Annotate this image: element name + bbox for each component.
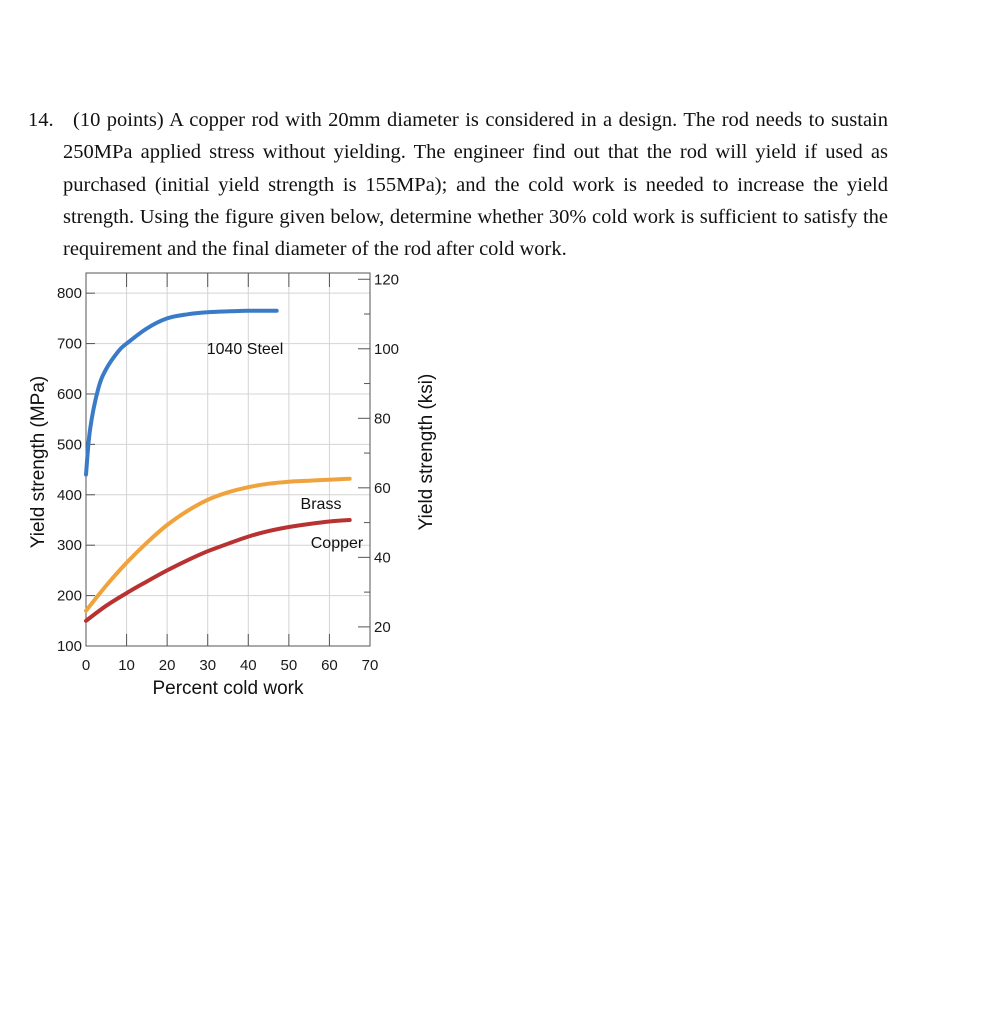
series-label-copper: Copper	[310, 535, 364, 552]
y-tick-label: 800	[56, 285, 82, 303]
y-axis-label: Yield strength (MPa)	[28, 375, 49, 549]
y2-tick-label: 120	[374, 271, 400, 289]
y-tick-label: 700	[56, 335, 82, 353]
y2-tick-label: 40	[374, 549, 391, 567]
question-number: 14.	[28, 109, 54, 131]
x-tick-label: 20	[158, 657, 176, 674]
series-label-steel: 1040 Steel	[206, 341, 284, 358]
y-tick-label: 100	[56, 638, 82, 655]
y2-tick-label: 80	[374, 410, 391, 428]
tick-labels	[57, 271, 399, 674]
x-tick-label: 70	[361, 657, 379, 674]
y2-tick-label: 60	[374, 479, 391, 497]
y-tick-label: 500	[56, 436, 82, 454]
question-text: A copper rod with 20mm diameter is considered in a design. The rod needs to sustain 250MPa applied stress without yielding. The engineer find out that the rod will yield if used as purchased (initial yield strength is 155MPa); and the cold work is needed to increase the yield strength. Using the figure given below, determine whether 30% cold work is sufficient to satisfy the requirement and the final diameter of the rod after cold work.	[63, 109, 888, 261]
x-tick-label: 50	[280, 657, 298, 674]
x-tick-label: 60	[321, 657, 338, 674]
question-points: (10 points)	[73, 109, 164, 131]
x-tick-label: 40	[239, 657, 257, 674]
y-tick-label: 600	[56, 385, 82, 403]
y-tick-label: 400	[56, 486, 82, 504]
x-axis-label: Percent cold work	[152, 678, 304, 699]
x-tick-label: 0	[81, 657, 91, 674]
series-label-brass: Brass	[300, 496, 342, 513]
y2-tick-label: 100	[374, 340, 400, 358]
y-tick-label: 200	[56, 587, 82, 605]
y-tick-label: 300	[56, 537, 82, 555]
y2-axis-label: Yield strength (ksi)	[416, 373, 437, 531]
y2-tick-label: 20	[374, 618, 391, 636]
x-tick-label: 30	[199, 657, 217, 674]
x-tick-label: 10	[118, 657, 135, 674]
